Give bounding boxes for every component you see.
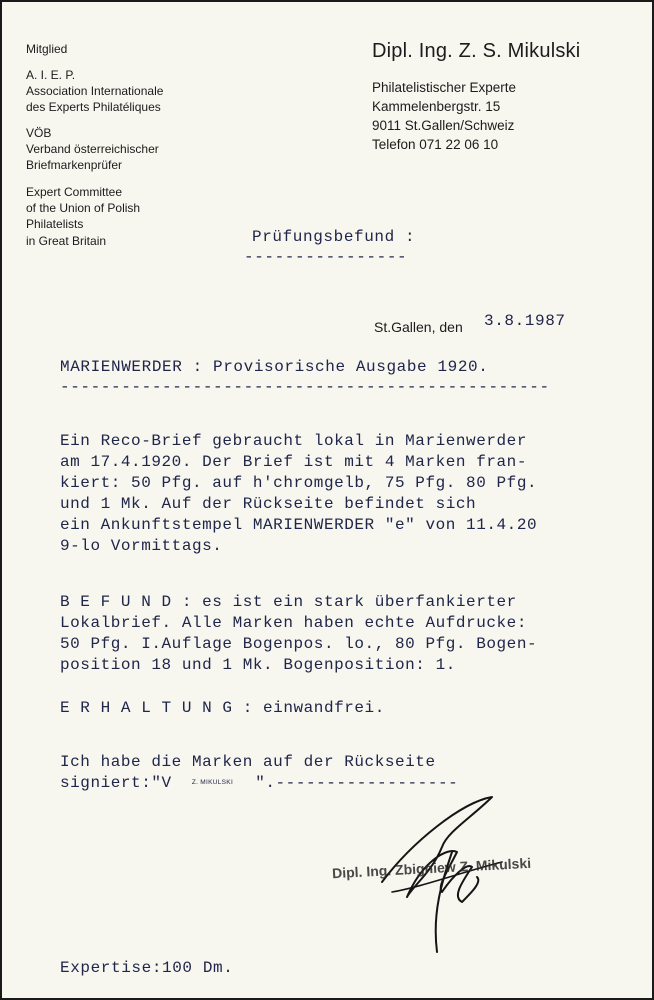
letterhead-title: Philatelistischer Experte <box>372 80 517 95</box>
aiep-name-line-1: Association Internationale <box>26 84 164 98</box>
date-value: 3.8.1987 <box>484 312 566 330</box>
description-line-1: Ein Reco-Brief gebraucht lokal in Marienwerder <box>60 432 527 450</box>
expert-committee-line-2: of the Union of Polish <box>26 201 141 215</box>
letterhead-name: Dipl. Ing. Z. S. Mikulski <box>372 40 581 62</box>
signature-stamp: Dipl. Ing. Zbigniew Z. Mikulski <box>331 854 532 882</box>
expertise-fee: Expertise:100 Dm. <box>60 959 234 977</box>
certificate-heading: Prüfungsbefund : <box>252 228 416 246</box>
letterhead-phone: Telefon 071 22 06 10 <box>372 137 499 152</box>
subject-underline: ------------------------------------------------ <box>60 378 550 396</box>
vob-name-line-2: Briefmarkenprüfer <box>26 158 123 172</box>
signed-line-2 <box>60 774 458 792</box>
small-signature-mark: Z. MIKULSKI <box>191 779 234 787</box>
description-line-2: am 17.4.1920. Der Brief ist mit 4 Marken fran- <box>60 453 527 471</box>
expert-committee-line-4: in Great Britain <box>26 234 107 248</box>
membership-label: Mitglied <box>26 42 68 56</box>
description-line-3: kiert: 50 Pfg. auf h'chromgelb, 75 Pfg. 80 Pfg. <box>60 474 538 492</box>
expert-committee-line-3: Philatelists <box>26 217 84 231</box>
description-line-4: und 1 Mk. Auf der Rückseite befindet sich <box>60 495 477 513</box>
subject-title: MARIENWERDER : Provisorische Ausgabe 1920. <box>60 358 489 376</box>
vob-abbreviation: VÖB <box>26 126 52 140</box>
befund-line-4: position 18 und 1 Mk. Bogenposition: 1. <box>60 656 456 674</box>
vob-name-line-1: Verband österreichischer <box>26 142 159 156</box>
description-line-6: 9-lo Vormittags. <box>60 537 223 555</box>
aiep-name-line-2: des Experts Philatéliques <box>26 100 161 114</box>
letterhead-street: Kammelenbergstr. 15 <box>372 99 501 114</box>
signed-line-1: Ich habe die Marken auf der Rückseite <box>60 753 436 771</box>
expert-committee-line-1: Expert Committee <box>26 185 123 199</box>
befund-line-1: B E F U N D : es ist ein stark überfankierter <box>60 593 517 611</box>
befund-line-2: Lokalbrief. Alle Marken haben echte Aufdrucke: <box>60 614 527 632</box>
befund-line-3: 50 Pfg. I.Auflage Bogenpos. lo., 80 Pfg. Bogen- <box>60 635 538 653</box>
certificate-heading-underline: ---------------- <box>244 248 408 266</box>
signed-suffix: ".------------------ <box>255 774 459 792</box>
description-line-5: ein Ankunftstempel MARIENWERDER "e" von 11.4.20 <box>60 516 538 534</box>
signed-prefix: signiert:"V <box>60 774 172 792</box>
aiep-abbreviation: A. I. E. P. <box>26 68 76 82</box>
date-place: St.Gallen, den <box>374 319 463 335</box>
condition-line: E R H A L T U N G : einwandfrei. <box>60 699 385 717</box>
letterhead-city: 9011 St.Gallen/Schweiz <box>372 118 515 133</box>
